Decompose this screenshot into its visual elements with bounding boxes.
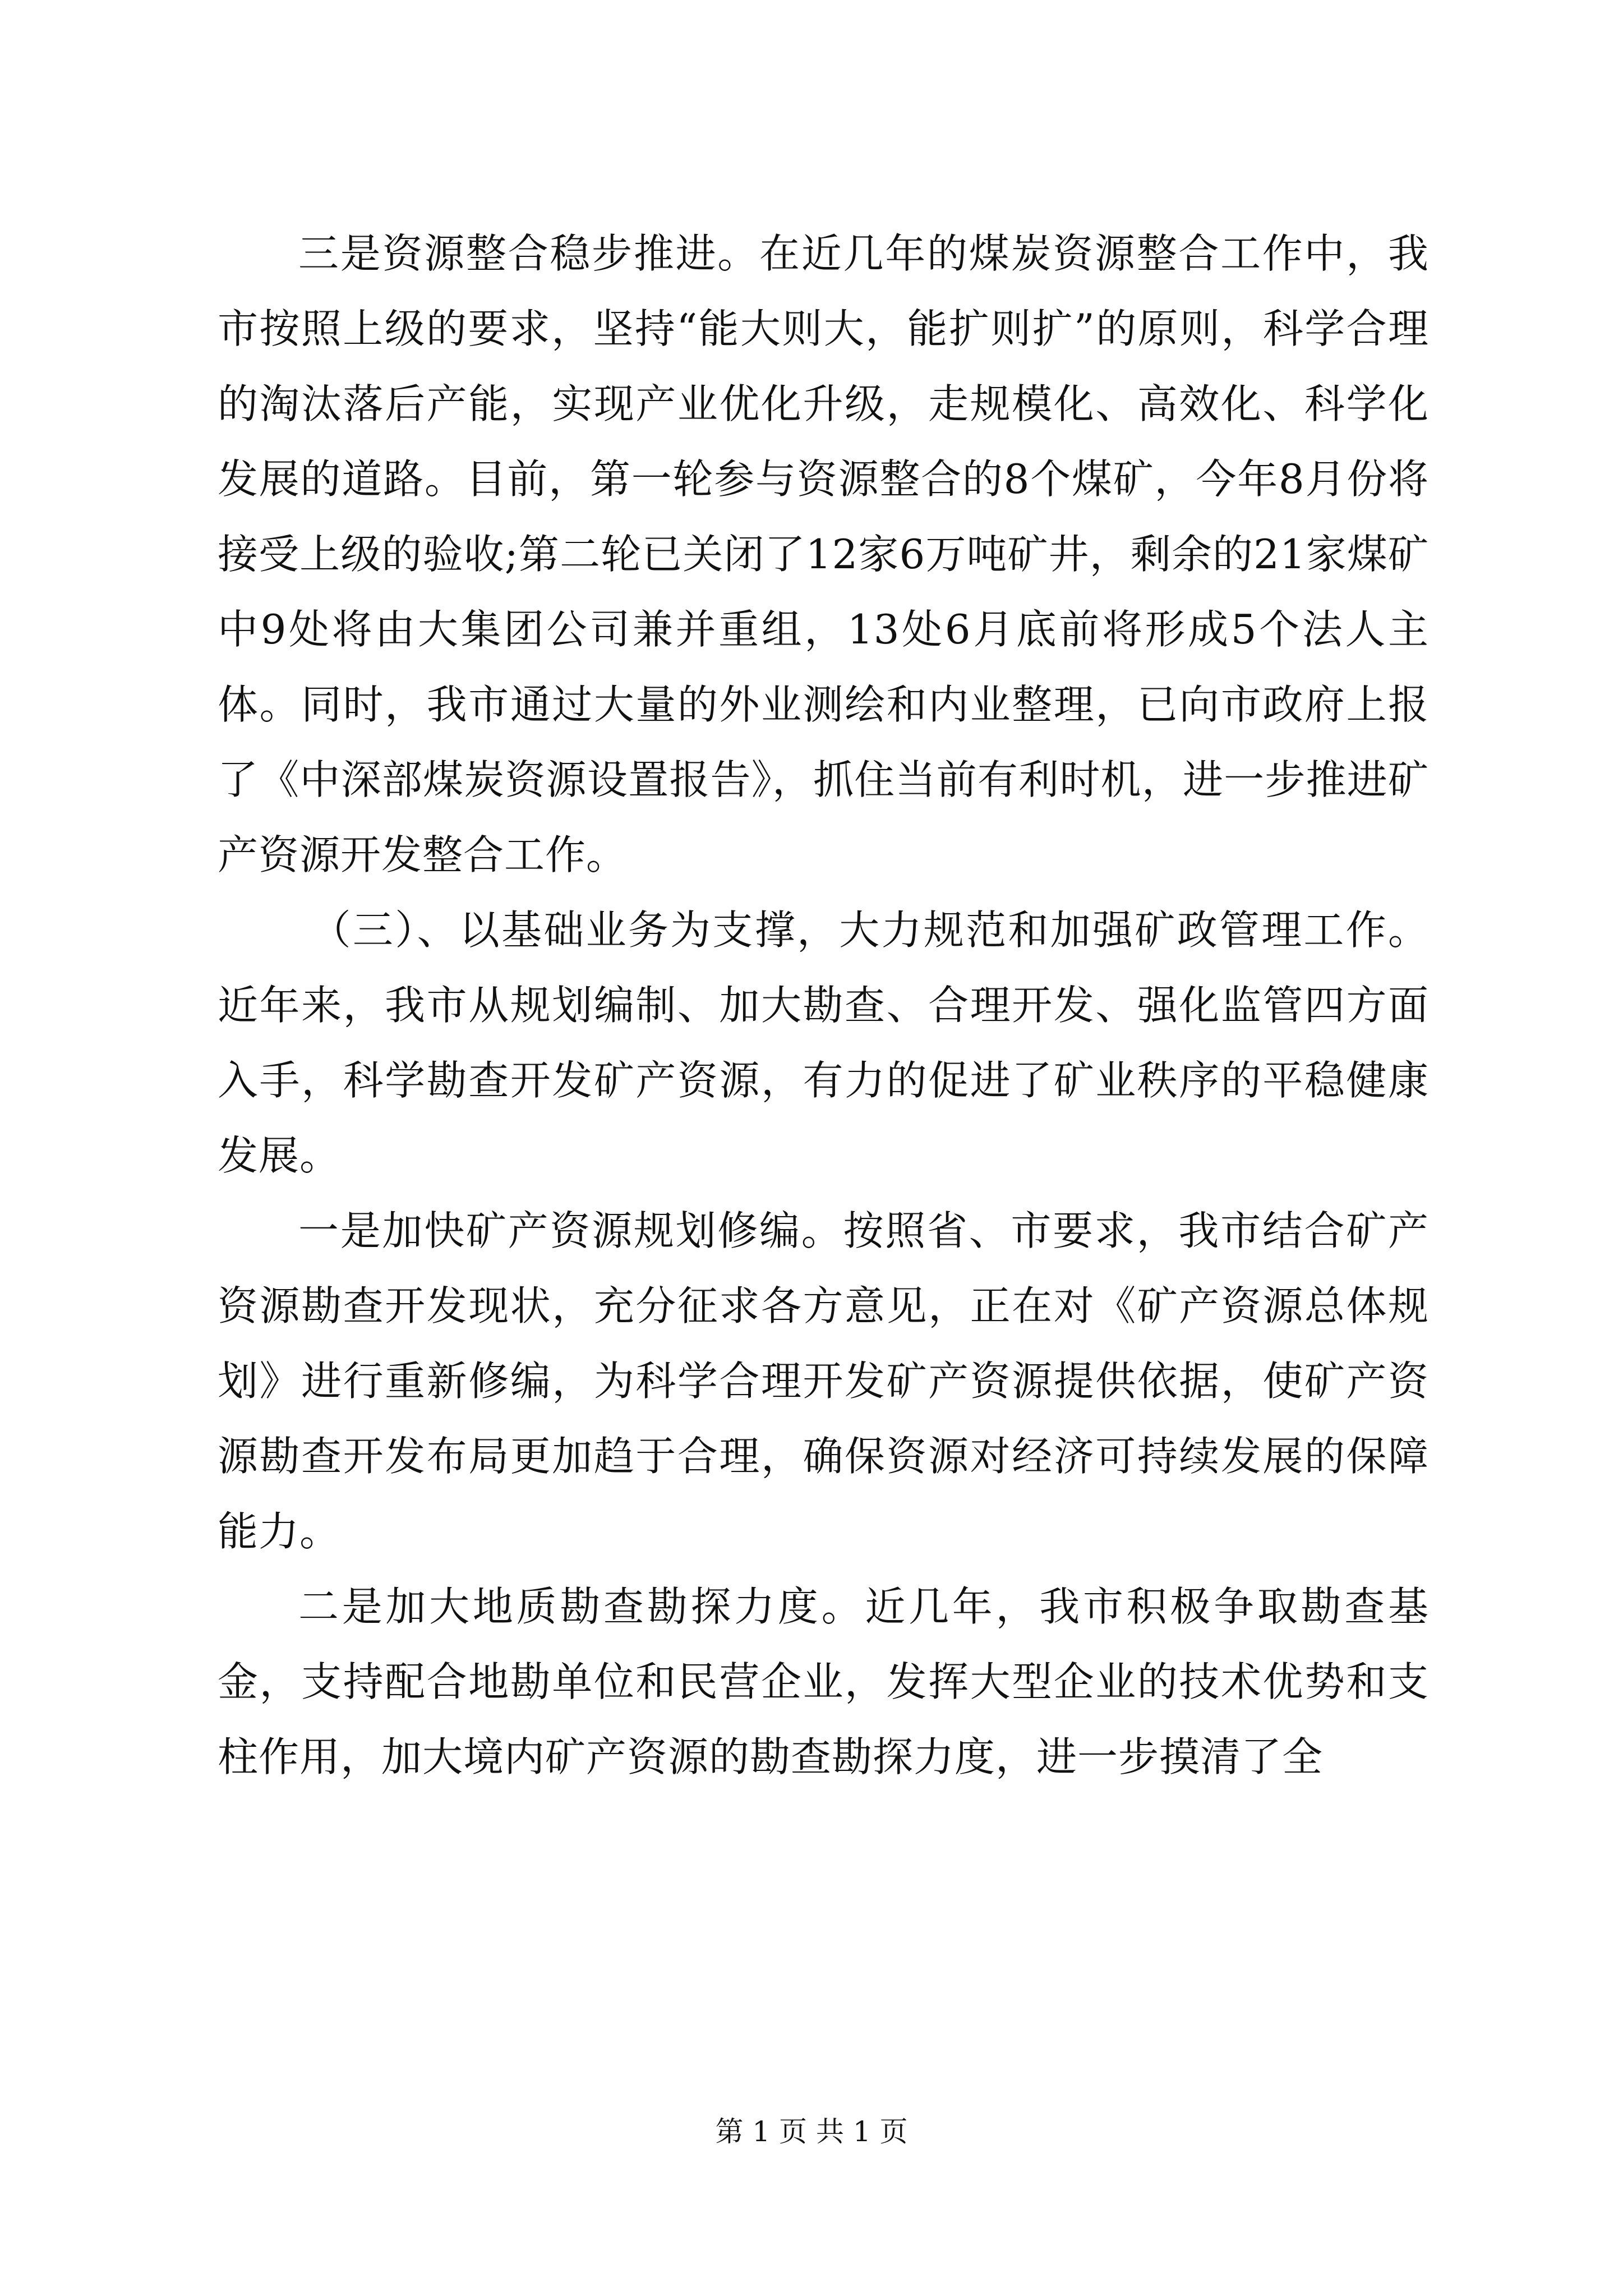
paragraph-section-three: （三）、以基础业务为支撑，大力规范和加强矿政管理工作。近年来，我市从规划编制、加大勘查、合理开发、强化监管四方面入手，科学勘查开发矿产资源，有力的促进了矿业秩序的平稳健康发展。 bbox=[218, 907, 1429, 1179]
paragraph-planning-revision: 一是加快矿产资源规划修编。按照省、市要求，我市结合矿产资源勘查开发现状，充分征求各方意见，正在对《矿产资源总体规划》进行重新修编，为科学合理开发矿产资源提供依据，使矿产资源勘查开发布局更加趋于合理，确保资源对经济可持续发展的保障能力。 bbox=[218, 1207, 1429, 1555]
paragraph-geological-survey: 二是加大地质勘查勘探力度。近几年，我市积极争取勘查基金，支持配合地勘单位和民营企业，发挥大型企业的技术优势和支柱作用，加大境内矿产资源的勘查勘探力度，进一步摸清了全 bbox=[218, 1583, 1429, 1780]
paragraph-resource-integration: 三是资源整合稳步推进。在近几年的煤炭资源整合工作中，我市按照上级的要求，坚持“能大则大，能扩则扩”的原则，科学合理的淘汰落后产能，实现产业优化升级，走规模化、高效化、科学化发展的道路。目前，第一轮参与资源整合的8个煤矿，今年8月份将接受上级的验收;第二轮已关闭了12家6万吨矿井，剩余的21家煤矿中9处将由大集团公司兼并重组，13处6月底前将形成5个法人主体。同时，我市通过大量的外业测绘和内业整理，已向市政府上报了《中深部煤炭资源设置报告》，抓住当前有利时机，进一步推进矿产资源开发整合工作。 bbox=[218, 230, 1429, 878]
document-body bbox=[218, 216, 1429, 1795]
page-footer: 第 1 页 共 1 页 bbox=[715, 2115, 908, 2148]
